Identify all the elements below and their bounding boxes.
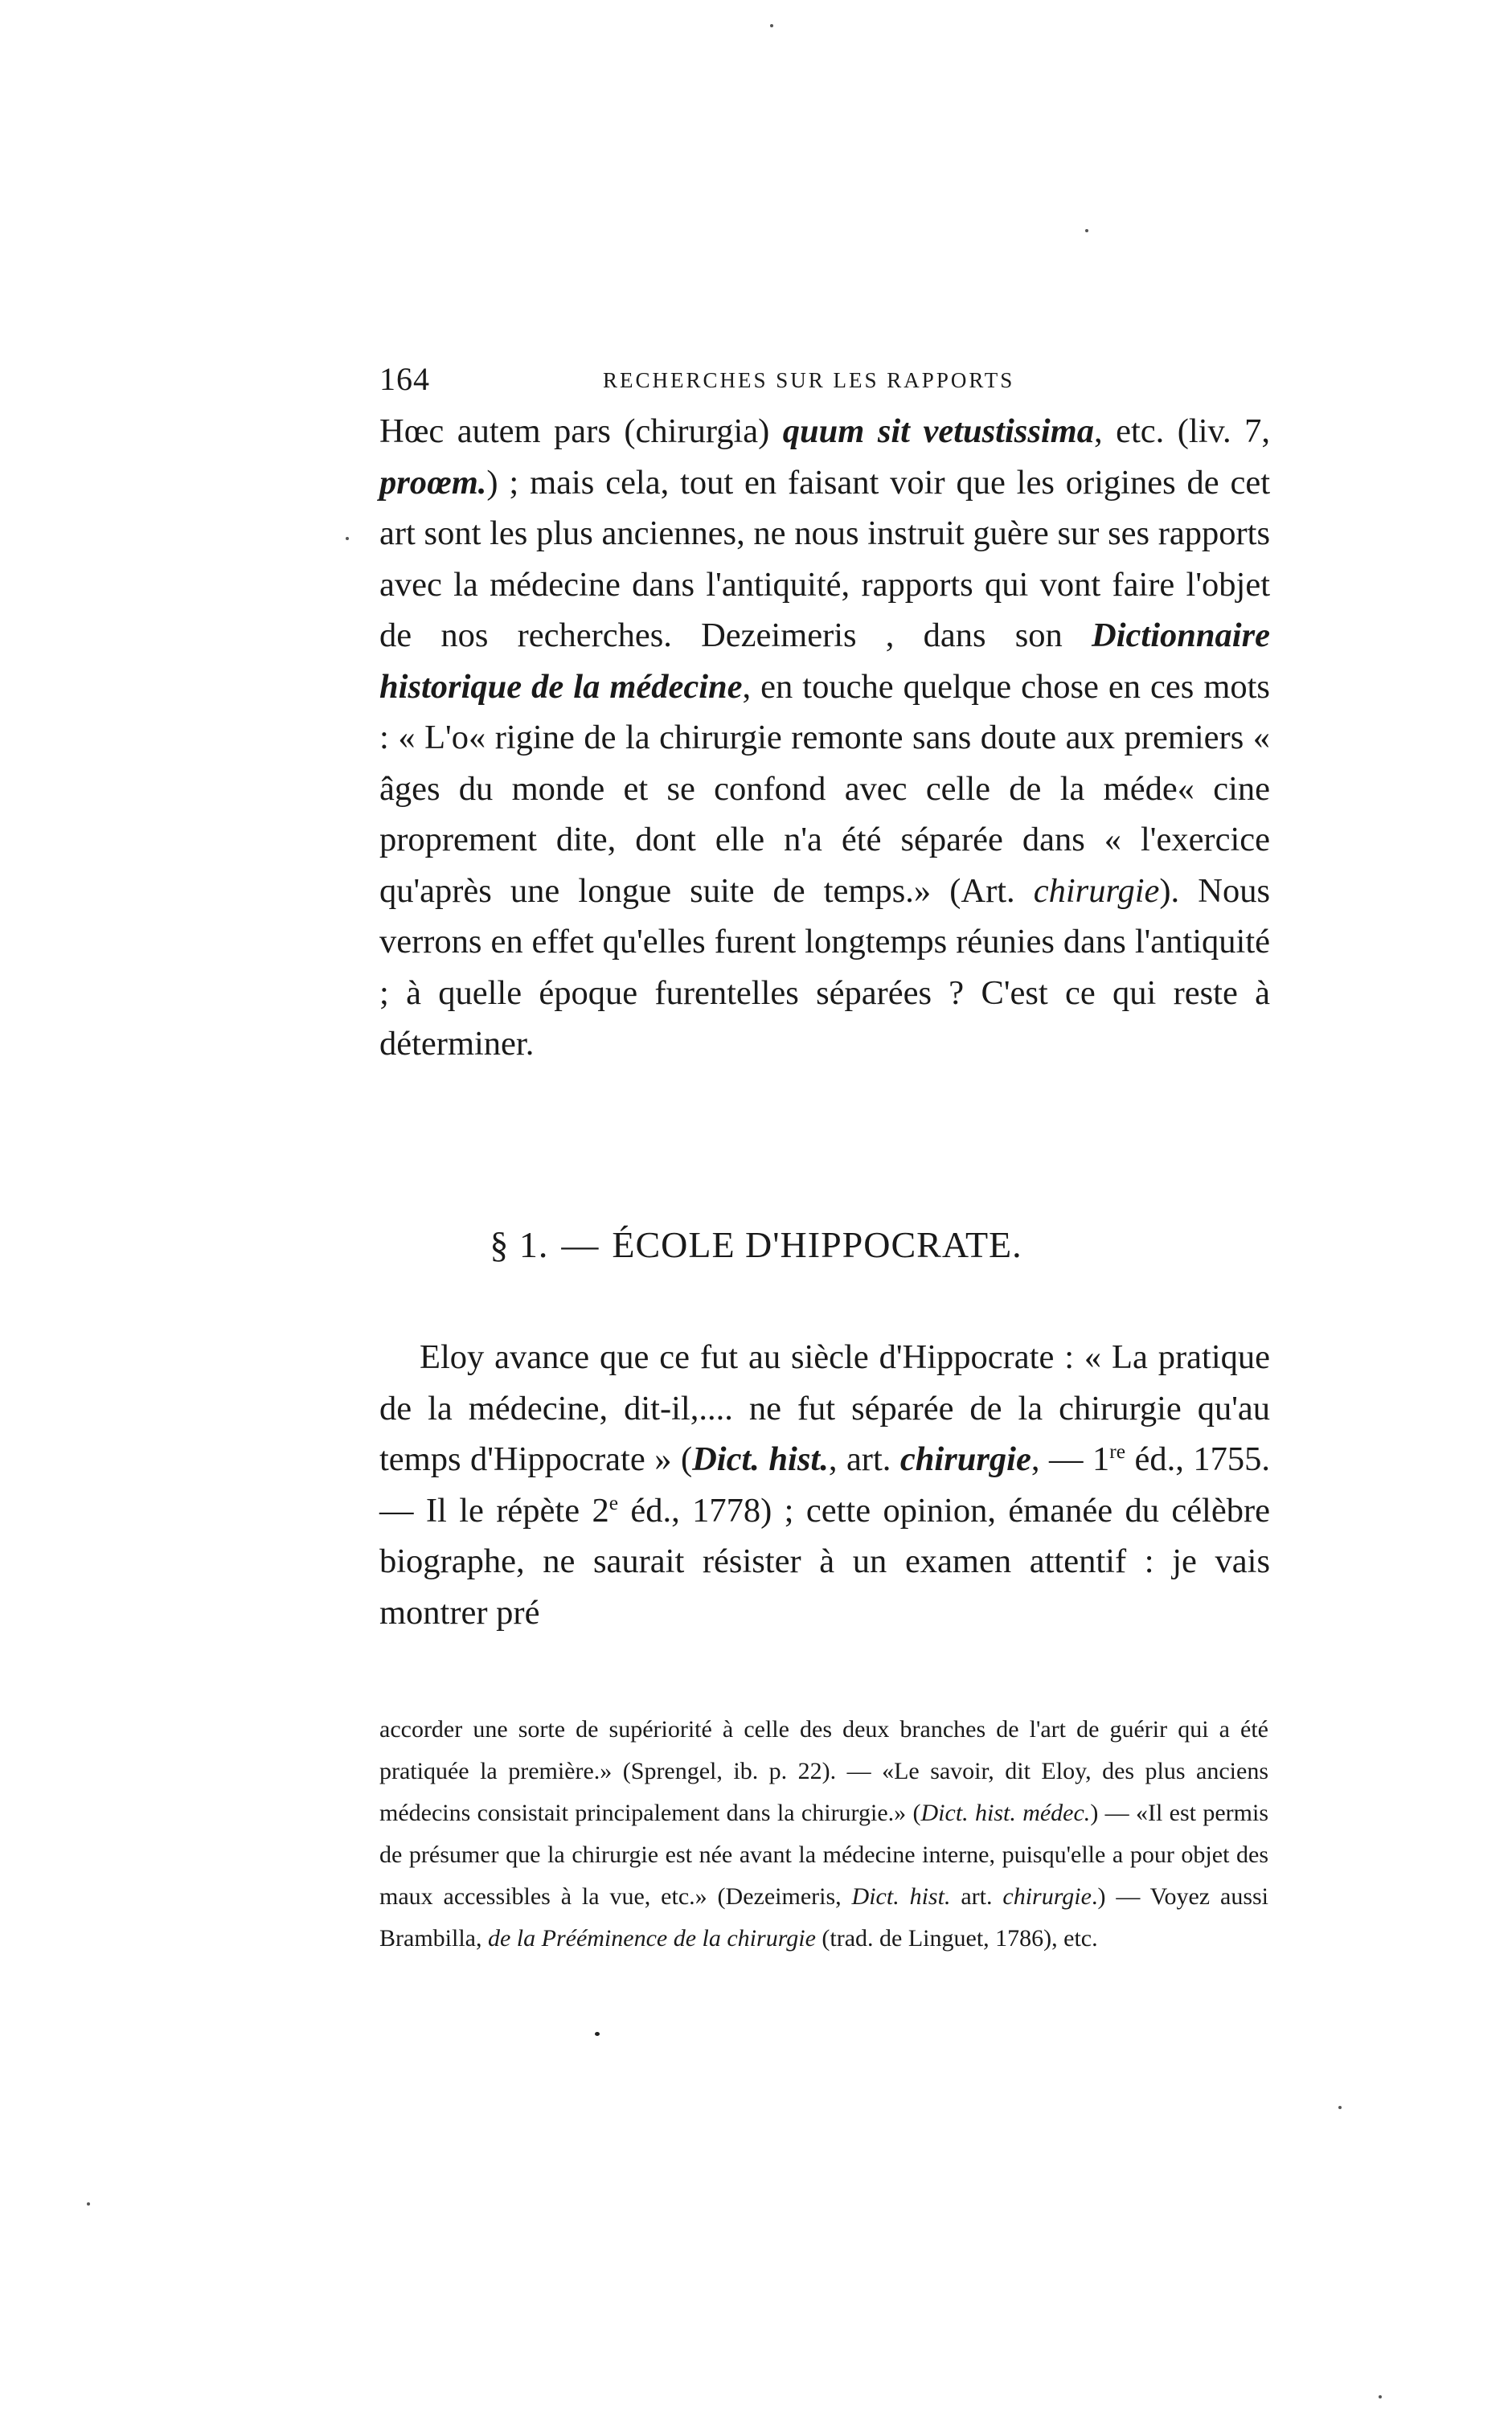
paragraph-1-text-4: , en touche quelque chose en ces mots : « L'o« rigine de la chirurgie remonte sans doute aux premiers « âges du monde et se confond avec celle de la méde« cine proprement dite, dont elle n'a été séparée dans « l'exercice qu'après une longue suite de temps.» (Art. xyxy=(379,667,1270,910)
paper-speck xyxy=(1085,229,1088,232)
paragraph-1-text-1: Hœc autem pars (chirurgia) xyxy=(379,412,783,450)
paper-speck xyxy=(1379,2395,1382,2398)
paragraph-1-quote-latin: quum sit vetustissima xyxy=(782,412,1094,450)
paper-speck xyxy=(346,537,349,540)
footnote-text-2: ) — «Il est permis de présumer que la chirurgie est née avant la médecine interne, puisqu'elle a pour objet des maux accessibles à la vue, etc.» (Dezeimeris, xyxy=(379,1800,1268,1910)
footnote-text-5: (trad. de Linguet, 1786), etc. xyxy=(815,1925,1098,1952)
section-dash: — xyxy=(561,1224,600,1265)
footnote xyxy=(379,1709,1268,1960)
paragraph-1-chirurgie: chirurgie xyxy=(1033,871,1160,910)
paragraph-2-text-5: éd., 1778) ; cette opinion, émanée du célèbre biographe, ne saurait résister à un examen attentif : je vais montrer pré xyxy=(379,1491,1271,1632)
paper-speck xyxy=(770,24,773,27)
running-title: RECHERCHES SUR LES RAPPORTS xyxy=(603,368,1015,392)
footnote-dict-hist: Dict. hist. xyxy=(851,1883,951,1910)
footnote-text-4: .) — Voyez aussi Brambilla, xyxy=(379,1883,1269,1952)
paper-speck xyxy=(87,2202,90,2206)
footnote-text-3: art. xyxy=(950,1883,1003,1910)
paragraph-2-text-3: , — 1 xyxy=(1031,1440,1110,1478)
footnote-dict-hist-medec: Dict. hist. médec. xyxy=(920,1800,1091,1826)
paragraph-2-superscript-e: e xyxy=(608,1490,619,1514)
paragraph-1 xyxy=(379,406,1270,1070)
paper-speck xyxy=(595,2032,600,2036)
paragraph-2 xyxy=(379,1332,1270,1638)
paper-speck xyxy=(1338,2106,1342,2109)
paragraph-2-text-2: , art. xyxy=(828,1440,900,1478)
footnote-text-1: accorder une sorte de supériorité à celle des deux branches de l'art de guérir qui a été pratiquée la première.» (Sprengel, ib. p. 22). — «Le savoir, dit Eloy, des plus anciens médecins consistait principalement dans la chirurgie.» ( xyxy=(379,1716,1268,1826)
paragraph-1-text-2: , etc. (liv. 7, xyxy=(1094,412,1270,450)
paragraph-1-dictionnaire-title: Dictionnaire historique de la médecine xyxy=(379,616,1270,706)
paragraph-2-text-1: Eloy avance que ce fut au siècle d'Hippocrate : « La pratique de la médecine, dit-il,.... ne fut séparée de la chirurgie qu'au temps d'Hippocrate » ( xyxy=(379,1338,1270,1478)
running-head xyxy=(379,360,1288,400)
paragraph-2-chirurgie: chirurgie xyxy=(899,1440,1031,1478)
section-title: ÉCOLE D'HIPPOCRATE. xyxy=(612,1224,1022,1265)
paragraph-2-text-4: éd., 1755. — Il le répète 2 xyxy=(379,1440,1270,1530)
paragraph-2-dict-hist: Dict. hist. xyxy=(692,1440,829,1478)
page-number: 164 xyxy=(379,361,430,397)
footnote-chirurgie: chirurgie xyxy=(1002,1883,1092,1910)
footnote-preeminence-title: de la Prééminence de la chirurgie xyxy=(487,1925,816,1952)
section-mark: § 1. xyxy=(490,1224,549,1265)
paragraph-2-superscript-re: re xyxy=(1109,1439,1126,1463)
paragraph-1-text-3: ) ; mais cela, tout en faisant voir que les origines de cet art sont les plus anciennes, ne nous instruit guère sur ses rapports avec la médecine dans l'antiquité, rapports qui vont faire l'objet de nos recherches. Dezeimeris , dans son xyxy=(379,463,1270,654)
paragraph-1-text-5: ). Nous verrons en effet qu'elles furent longtemps réunies dans l'antiquité ; à quelle époque furentelles séparées ? C'est ce qui reste à déterminer. xyxy=(379,871,1270,1063)
section-heading xyxy=(0,1223,1512,1266)
paragraph-1-proœm: proœm. xyxy=(379,463,487,502)
